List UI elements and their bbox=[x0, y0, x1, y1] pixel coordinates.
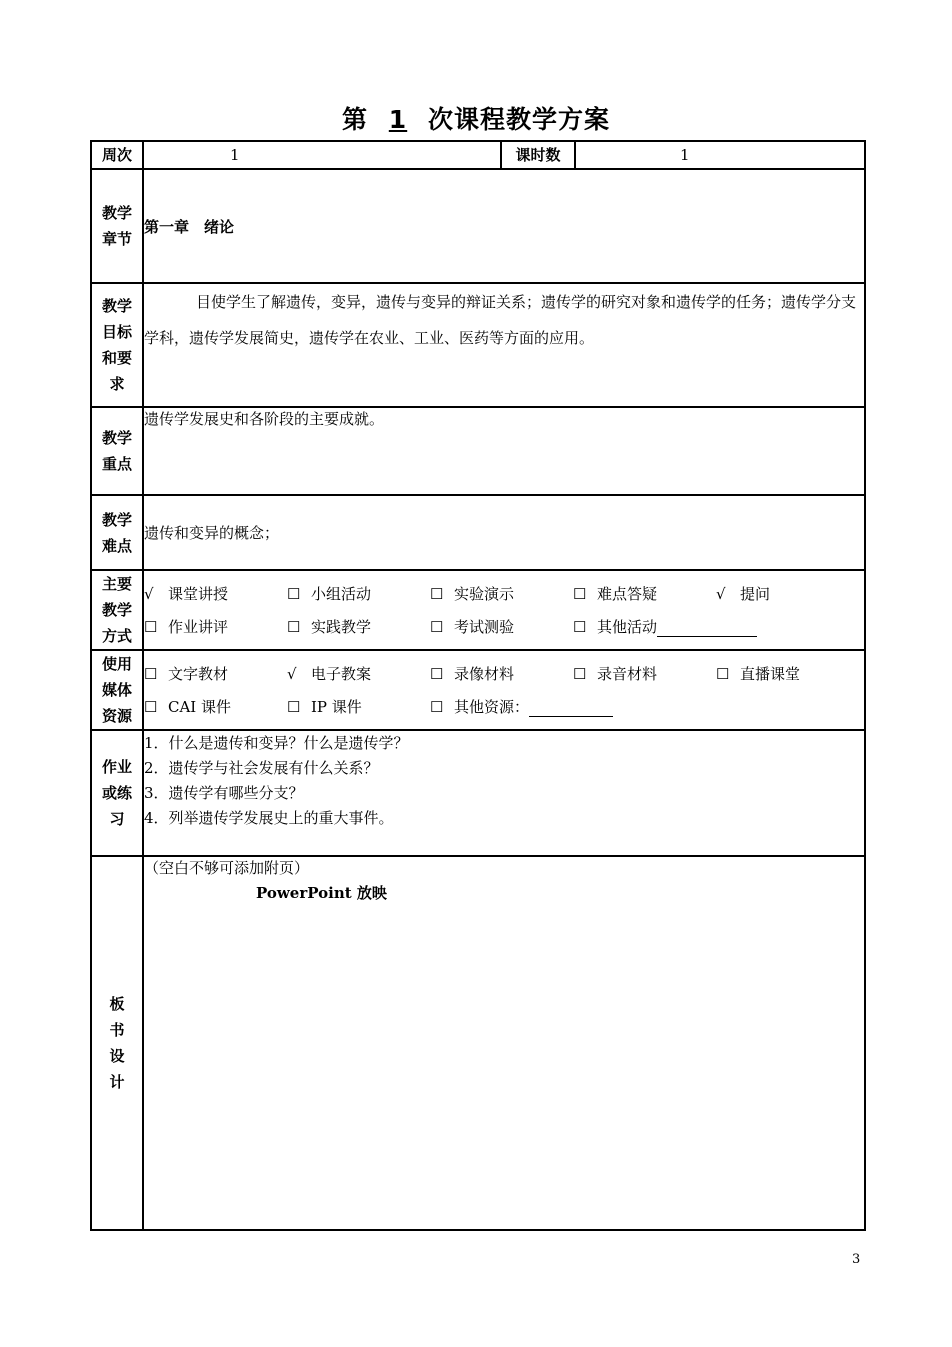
option-label: 实验演示 bbox=[454, 585, 515, 603]
key-points-row bbox=[91, 407, 865, 495]
goals-row bbox=[91, 283, 865, 407]
checkbox-icon: ☐ bbox=[573, 618, 587, 636]
lesson-plan-table bbox=[90, 140, 866, 1231]
media-option[interactable] bbox=[144, 696, 287, 717]
media-option[interactable] bbox=[430, 696, 650, 717]
option-label: 直播课堂 bbox=[740, 665, 801, 683]
media-option[interactable] bbox=[716, 663, 859, 684]
checkbox-icon: ☐ bbox=[287, 585, 301, 603]
goals-text: 目使学生了解遗传，变异，遗传与变异的辩证关系；遗传学的研究对象和遗传学的任务；遗传学分支学科，遗传学发展简史，遗传学在农业、工业、医药等方面的应用。 bbox=[143, 283, 865, 407]
other-resource-blank[interactable] bbox=[529, 700, 613, 717]
option-label: 提问 bbox=[740, 585, 771, 603]
option-label: 录像材料 bbox=[454, 665, 515, 683]
media-option[interactable] bbox=[430, 663, 573, 684]
method-option[interactable] bbox=[573, 583, 716, 604]
checkbox-icon: ☐ bbox=[430, 698, 444, 716]
option-label: 电子教案 bbox=[311, 665, 372, 683]
board-design bbox=[143, 856, 865, 1230]
checkbox-icon: ☐ bbox=[144, 698, 158, 716]
homework-row bbox=[91, 730, 865, 856]
checkbox-icon: ☐ bbox=[287, 618, 301, 636]
homework-label: 作业 或练 习 bbox=[91, 730, 143, 856]
difficulties-row bbox=[91, 495, 865, 570]
week-label: 周次 bbox=[91, 141, 143, 169]
methods-label: 主要 教学 方式 bbox=[91, 570, 143, 650]
method-option[interactable] bbox=[430, 616, 573, 637]
checkbox-icon: ☐ bbox=[144, 665, 158, 683]
difficulties-label: 教学 难点 bbox=[91, 495, 143, 570]
check-mark: √ bbox=[287, 665, 297, 683]
list-item: 1．什么是遗传和变异？什么是遗传学？ bbox=[144, 734, 409, 752]
method-option[interactable] bbox=[430, 583, 573, 604]
option-label: CAI 课件 bbox=[168, 698, 232, 716]
checkbox-icon: ☐ bbox=[287, 698, 301, 716]
board-content: PowerPoint 放映 bbox=[256, 884, 387, 902]
board-note: （空白不够可添加附页） bbox=[144, 859, 310, 877]
method-option[interactable] bbox=[144, 616, 287, 637]
media-option[interactable] bbox=[144, 663, 287, 684]
hours-label: 课时数 bbox=[501, 141, 575, 169]
method-option[interactable] bbox=[573, 616, 793, 637]
other-activity-blank[interactable] bbox=[657, 620, 757, 637]
goals-label: 教学 目标 和要 求 bbox=[91, 283, 143, 407]
option-label: 实践教学 bbox=[311, 618, 372, 636]
option-label: 作业讲评 bbox=[168, 618, 229, 636]
week-value: 1 bbox=[143, 141, 501, 169]
lesson-number: 1 bbox=[388, 105, 408, 134]
hours-value: 1 bbox=[575, 141, 865, 169]
media-option[interactable] bbox=[287, 663, 430, 684]
option-label: 其他活动 bbox=[597, 618, 658, 636]
difficulties-text: 遗传和变异的概念； bbox=[143, 495, 865, 570]
homework-list bbox=[143, 730, 865, 856]
page-number: 3 bbox=[852, 1252, 861, 1267]
checkbox-icon: ☐ bbox=[716, 665, 730, 683]
checkbox-icon: ☐ bbox=[144, 618, 158, 636]
chapter-row bbox=[91, 169, 865, 283]
checkbox-icon: ☐ bbox=[573, 585, 587, 603]
checkbox-icon: ☐ bbox=[430, 618, 444, 636]
chapter-value: 第一章 绪论 bbox=[143, 169, 865, 283]
list-item: 2．遗传学与社会发展有什么关系？ bbox=[144, 759, 379, 777]
methods-options bbox=[143, 570, 865, 650]
option-label: IP 课件 bbox=[311, 698, 362, 716]
media-option[interactable] bbox=[573, 663, 716, 684]
option-label: 小组活动 bbox=[311, 585, 372, 603]
page-title bbox=[0, 100, 952, 136]
checkbox-icon: ☐ bbox=[573, 665, 587, 683]
checkbox-icon: ☐ bbox=[430, 665, 444, 683]
checkbox-icon: ☐ bbox=[430, 585, 444, 603]
option-label: 文字教材 bbox=[168, 665, 229, 683]
method-option[interactable] bbox=[144, 583, 287, 604]
check-mark: √ bbox=[144, 585, 154, 603]
list-item: 3．遗传学有哪些分支？ bbox=[144, 784, 304, 802]
method-option[interactable] bbox=[287, 616, 430, 637]
option-label: 其他资源： bbox=[454, 698, 530, 716]
chapter-label: 教学 章节 bbox=[91, 169, 143, 283]
title-prefix: 第 bbox=[341, 105, 368, 134]
board-row bbox=[91, 856, 865, 1230]
method-option[interactable] bbox=[716, 583, 859, 604]
option-label: 考试测验 bbox=[454, 618, 515, 636]
method-option[interactable] bbox=[287, 583, 430, 604]
option-label: 难点答疑 bbox=[597, 585, 658, 603]
methods-row bbox=[91, 570, 865, 650]
list-item: 4．列举遗传学发展史上的重大事件。 bbox=[144, 809, 394, 827]
check-mark: √ bbox=[716, 585, 726, 603]
header-row bbox=[91, 141, 865, 169]
board-label: 板 书 设 计 bbox=[91, 856, 143, 1230]
media-label: 使用 媒体 资源 bbox=[91, 650, 143, 730]
option-label: 课堂讲授 bbox=[168, 585, 229, 603]
media-options bbox=[143, 650, 865, 730]
media-row bbox=[91, 650, 865, 730]
option-label: 录音材料 bbox=[597, 665, 658, 683]
media-option[interactable] bbox=[287, 696, 430, 717]
key-points-label: 教学 重点 bbox=[91, 407, 143, 495]
title-suffix: 次课程教学方案 bbox=[428, 105, 611, 134]
key-points-text: 遗传学发展史和各阶段的主要成就。 bbox=[143, 407, 865, 495]
